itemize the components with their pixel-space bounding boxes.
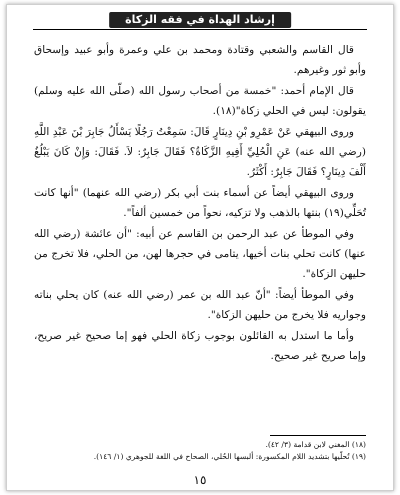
footnotes: [34, 439, 366, 463]
body-text: [34, 41, 366, 369]
paragraph: وروى البيهقي عَنْ عَمْرِو بْنِ دِينَارٍ قَالَ: سَمِعْتُ رَجُلًا يَسْأَلُ جَابِرَ بْنَ عَبْدِ اللَّهِ (رضي الله عنه) عَنِ الْحُلِيِّ أَفِيهِ الزَّكَاةُ؟ فَقَالَ جَابِرٌ: لاَ. فَقَالَ: وَإِنْ كَانَ يَبْلُغُ أَلْفَ دِينَارٍ؟ فَقَالَ جَابِرٌ: أَكْثَرُ.: [34, 126, 366, 178]
footnote: (١٨) المغني لابن قدامة (٣/ ٤٢).: [265, 440, 366, 449]
footnote: (١٩) تُحلّيها بتشديد اللام المكسورة: ألبسها الحُلي، الصحاح في اللغة للجوهري (١/ ١٤٦).: [93, 452, 366, 461]
paragraph: وفي الموطأ أيضاً: "أنّ عبد الله بن عمر (رضي الله عنه) كان يحلي بناته وجواريه فلا يخرج من حليهن الزكاة".: [34, 289, 366, 321]
paragraph: وروى البيهقي أيضاً عن أسماء بنت أبي بكر (رضي الله عنهما) "أنها كانت تُحَلِّي(١٩) بنتها بالذهب ولا تزكيه، نحواً من خمسين ألفاً".: [34, 187, 366, 219]
page-header: [33, 13, 367, 30]
book-title: إرشاد الهداة في فقه الزكاة: [109, 12, 291, 28]
paragraph: وفي الموطأ عن عبد الرحمن بن القاسم عن أبيه: "أن عائشة (رضي الله عنها) كانت تحلي بنات أخيها، يتامى في حجرها لهن، من الحلي، فلا تخرج من حليهن الزكاة".: [34, 228, 366, 280]
document-page: [6, 4, 394, 491]
paragraph: وأما ما استدل به القائلون بوجوب زكاة الحلي فهو إما صحيح غير صريح، وإما صريح غير صحيح.: [34, 330, 366, 362]
paragraph: قال القاسم والشعبي وقتادة ومحمد بن علي وعمرة وأبو عبيد وإسحاق وأبو ثور وغيرهم.: [34, 44, 366, 76]
page-number: ١٥: [193, 473, 207, 487]
paragraph: قال الإمام أحمد: "خمسة من أصحاب رسول الله (صلّى الله عليه وسلم) يقولون: ليس في الحلي زكاة"(١٨).: [34, 85, 366, 117]
footnote-divider: [270, 435, 366, 436]
